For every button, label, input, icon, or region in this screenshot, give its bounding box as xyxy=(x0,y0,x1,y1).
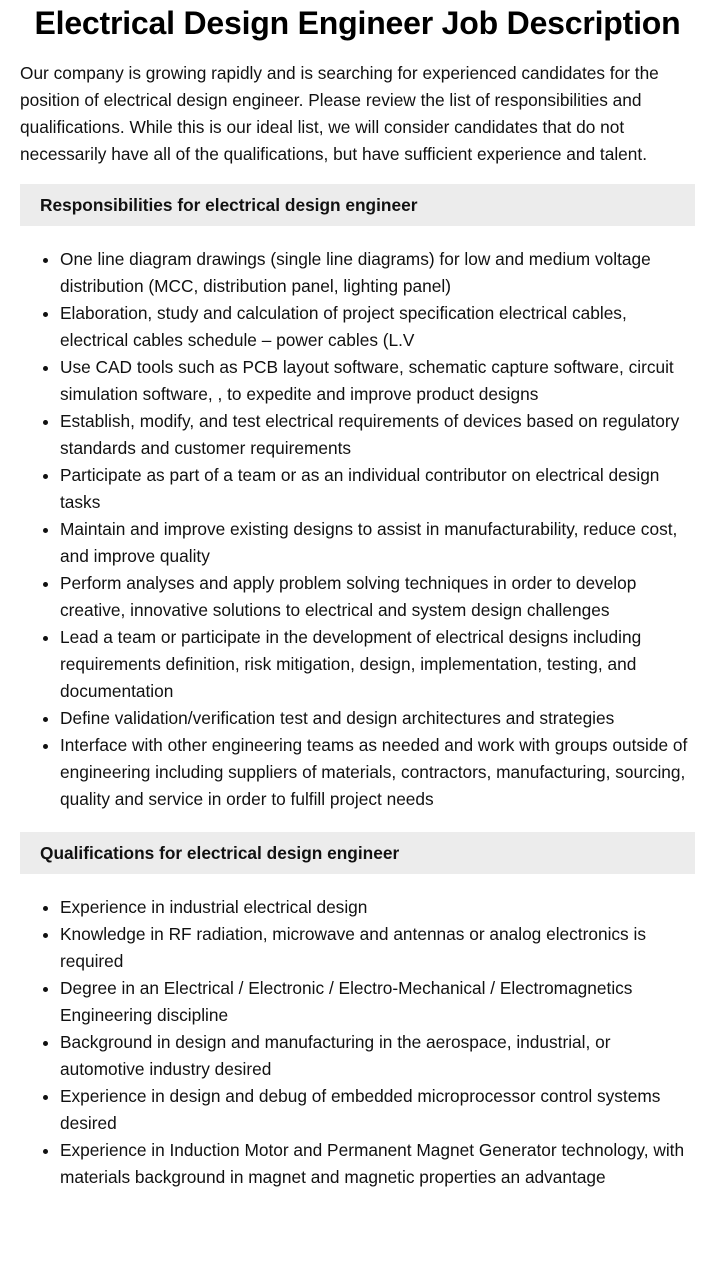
page-title: Electrical Design Engineer Job Description xyxy=(34,5,681,41)
list-item: Lead a team or participate in the development of electrical designs including requirements definition, risk mitigation, design, implementation, testing, and documentation xyxy=(60,624,695,705)
list-item: Elaboration, study and calculation of project specification electrical cables, electrical cables schedule – power cables (L.V xyxy=(60,300,695,354)
list-item: Define validation/verification test and design architectures and strategies xyxy=(60,705,695,732)
list-item: Experience in design and debug of embedded microprocessor control systems desired xyxy=(60,1083,695,1137)
list-item: Use CAD tools such as PCB layout software, schematic capture software, circuit simulation software, , to expedite and improve product designs xyxy=(60,354,695,408)
list-item: Participate as part of a team or as an individual contributor on electrical design tasks xyxy=(60,462,695,516)
list-item: Background in design and manufacturing in the aerospace, industrial, or automotive industry desired xyxy=(60,1029,695,1083)
responsibilities-heading: Responsibilities for electrical design engineer xyxy=(20,184,695,226)
list-item: Interface with other engineering teams as needed and work with groups outside of engineering including suppliers of materials, contractors, manufacturing, sourcing, quality and service in order to fulfill project needs xyxy=(60,732,695,813)
list-item: One line diagram drawings (single line diagrams) for low and medium voltage distribution (MCC, distribution panel, lighting panel) xyxy=(60,246,695,300)
qualifications-heading: Qualifications for electrical design engineer xyxy=(20,832,695,874)
intro-paragraph: Our company is growing rapidly and is searching for experienced candidates for the position of electrical design engineer. Please review the list of responsibilities and qualifications. While this is our ideal list, we will consider candidates that do not necessarily have all of the qualifications, but have sufficient experience and talent. xyxy=(20,63,659,164)
list-item: Degree in an Electrical / Electronic / Electro-Mechanical / Electromagnetics Engineering discipline xyxy=(60,975,695,1029)
responsibilities-list xyxy=(20,246,695,813)
list-item: Knowledge in RF radiation, microwave and antennas or analog electronics is required xyxy=(60,921,695,975)
list-item: Perform analyses and apply problem solving techniques in order to develop creative, innovative solutions to electrical and system design challenges xyxy=(60,570,695,624)
list-item: Maintain and improve existing designs to assist in manufacturability, reduce cost, and improve quality xyxy=(60,516,695,570)
list-item: Experience in Induction Motor and Permanent Magnet Generator technology, with materials background in magnet and magnetic properties an advantage xyxy=(60,1137,695,1191)
list-item: Experience in industrial electrical design xyxy=(60,894,695,921)
qualifications-list xyxy=(20,894,695,1191)
list-item: Establish, modify, and test electrical requirements of devices based on regulatory standards and customer requirements xyxy=(60,408,695,462)
